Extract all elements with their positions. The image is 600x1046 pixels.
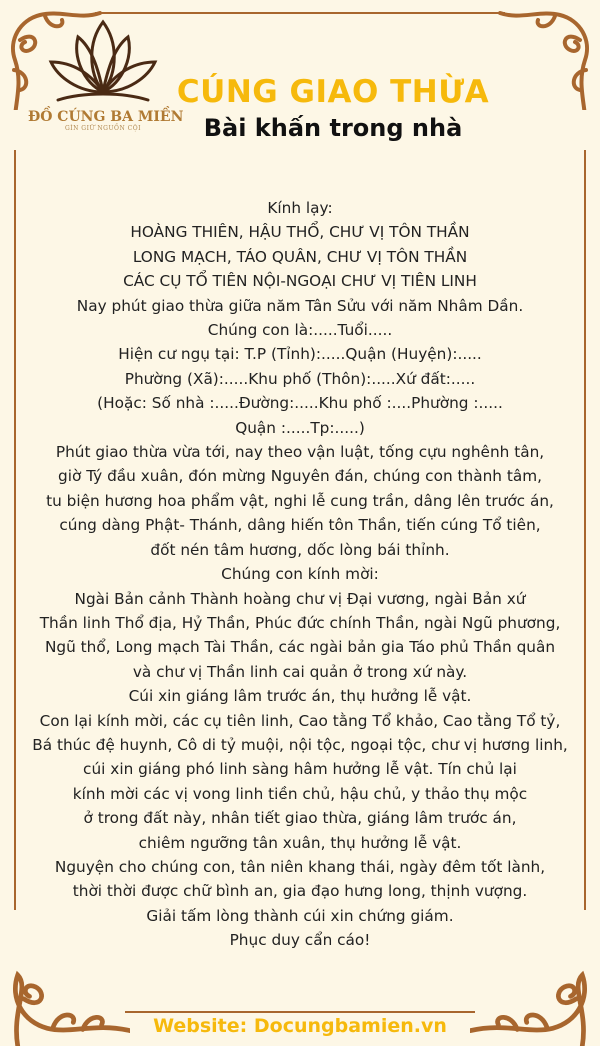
- prayer-line: ở trong đất này, nhân tiết giao thừa, giáng lâm trước án,: [83, 809, 517, 828]
- prayer-line: kính mời các vị vong linh tiền chủ, hậu chủ, y thảo thụ mộc: [72, 784, 528, 803]
- brand-name: ĐỒ CÚNG BA MIỀN: [28, 109, 184, 125]
- prayer-line: cúi xin giáng phó linh sàng hâm hưởng lễ vật. Tín chủ lại: [83, 760, 517, 779]
- page-subtitle: Bài khấn trong nhà: [203, 114, 463, 142]
- ornament-corner-top-right: [490, 0, 600, 110]
- prayer-line: Phút giao thừa vừa tới, nay theo vận luật, tống cựu nghênh tân,: [55, 443, 545, 462]
- website-link[interactable]: Website: Docungbamien.vn: [153, 1015, 447, 1037]
- prayer-line: và chư vị Thần linh cai quản ở trong xứ này.: [132, 662, 468, 681]
- prayer-line: Cúi xin giáng lâm trước án, thụ hưởng lễ vật.: [128, 687, 472, 706]
- prayer-line: Giải tấm lòng thành cúi xin chứng giám.: [146, 906, 454, 925]
- frame-bottom-line: [125, 1011, 475, 1013]
- brand-slogan: GÌN GIỮ NGUỒN CỘI: [64, 125, 141, 132]
- prayer-line: Quận :.....Tp:.....): [235, 418, 365, 437]
- prayer-line: Ngũ thổ, Long mạch Tài Thần, các ngài bản gia Táo phủ Thần quân: [44, 638, 556, 657]
- prayer-line: giờ Tý đầu xuân, đón mừng Nguyên đán, chúng con thành tâm,: [58, 467, 542, 486]
- prayer-line: chiêm ngưỡng tân xuân, thụ hưởng lễ vật.: [138, 833, 462, 852]
- prayer-line: HOÀNG THIÊN, HẬU THỔ, CHƯ VỊ TÔN THẦN: [130, 223, 470, 242]
- prayer-line: Ngài Bản cảnh Thành hoàng chư vị Đại vương, ngài Bản xứ: [74, 589, 526, 608]
- prayer-line: Chúng con kính mời:: [221, 565, 379, 584]
- prayer-line: LONG MẠCH, TÁO QUÂN, CHƯ VỊ TÔN THẦN: [132, 247, 468, 266]
- prayer-text: [0, 196, 600, 953]
- prayer-line: thời thời được chữ bình an, gia đạo hưng long, thịnh vượng.: [72, 882, 528, 901]
- brand-logo: [28, 12, 184, 147]
- prayer-line: Nay phút giao thừa giữa năm Tân Sửu với năm Nhâm Dần.: [76, 296, 524, 315]
- page-title: CÚNG GIAO THỪA: [176, 74, 490, 110]
- prayer-line: (Hoặc: Số nhà :.....Đường:.....Khu phố :....Phường :.....: [97, 394, 503, 413]
- prayer-line: tu biện hương hoa phẩm vật, nghi lễ cung trần, dâng lên trước án,: [46, 491, 554, 510]
- prayer-line: CÁC CỤ TỔ TIÊN NỘI-NGOẠI CHƯ VỊ TIÊN LINH: [123, 272, 477, 291]
- prayer-line: đốt nén tâm hương, dốc lòng bái thỉnh.: [150, 540, 450, 559]
- prayer-line: cúng dàng Phật- Thánh, dâng hiến tôn Thần, tiến cúng Tổ tiên,: [59, 516, 541, 535]
- prayer-line: Chúng con là:.....Tuổi.....: [207, 321, 393, 340]
- prayer-line: Phường (Xã):.....Khu phố (Thôn):.....Xứ đất:.....: [124, 369, 476, 388]
- prayer-line: Nguyện cho chúng con, tân niên khang thái, ngày đêm tốt lành,: [54, 857, 546, 876]
- prayer-line: Thần linh Thổ địa, Hỷ Thần, Phúc đức chính Thần, ngài Ngũ phương,: [39, 613, 561, 632]
- prayer-line: Con lại kính mời, các cụ tiên linh, Cao tằng Tổ khảo, Cao tằng Tổ tỷ,: [39, 711, 561, 730]
- prayer-line: Phục duy cẩn cáo!: [229, 931, 371, 950]
- prayer-line: Hiện cư ngụ tại: T.P (Tỉnh):.....Quận (Huyện):.....: [118, 345, 482, 364]
- prayer-line: Kính lạy:: [267, 199, 333, 217]
- lotus-icon: [43, 12, 163, 107]
- prayer-line: Bá thúc đệ huynh, Cô di tỷ muội, nội tộc, ngoại tộc, chư vị hương linh,: [32, 735, 568, 754]
